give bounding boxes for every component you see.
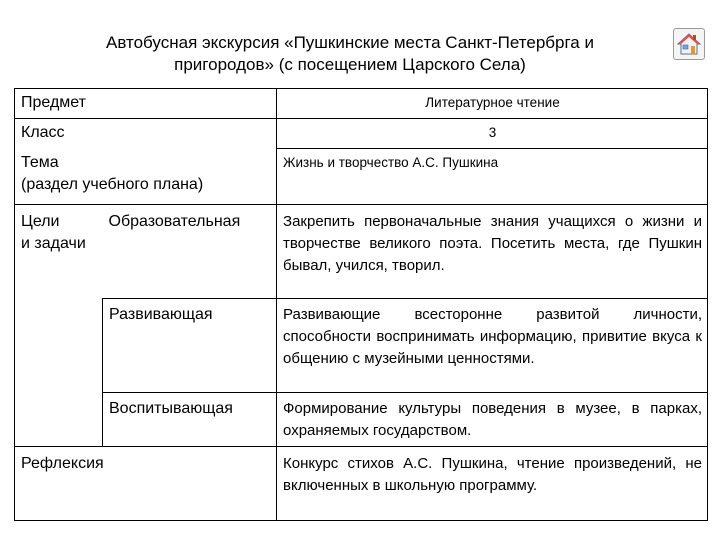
reflection-value: Конкурс стихов А.С. Пушкина, чтение произведений, не включенных в школьную программу. bbox=[277, 447, 708, 521]
home-icon bbox=[677, 32, 701, 56]
topic-label-line-1: Тема bbox=[21, 153, 59, 171]
goals-label-line-1: Цели bbox=[21, 213, 60, 230]
goals-label-line-2: и задачи bbox=[21, 235, 86, 252]
page-title bbox=[40, 32, 660, 76]
grade-label: Класс bbox=[15, 119, 277, 149]
home-button[interactable] bbox=[673, 28, 705, 60]
goal-text: Развивающие всесторонне развитой личности, способности воспринимать информацию, привитие вкуса к общению с музейными ценностями. bbox=[277, 299, 708, 393]
goal-text: Формирование культуры поведения в музее, в парках, охраняемых государством. bbox=[277, 393, 708, 447]
topic-label-line-2: (раздел учебного плана) bbox=[21, 175, 204, 193]
title-line-2: пригородов» (с посещением Царского Села) bbox=[174, 55, 526, 74]
table-row bbox=[15, 119, 708, 149]
table-row bbox=[15, 205, 708, 299]
title-line-1: Автобусная экскурсия «Пушкинские места Санкт-Петербрга и bbox=[106, 33, 594, 52]
reflection-label: Рефлексия bbox=[15, 447, 277, 521]
goal-type: Образовательная bbox=[103, 205, 277, 299]
subject-label: Предмет bbox=[15, 89, 277, 119]
lesson-plan-table bbox=[14, 88, 708, 521]
subject-value: Литературное чтение bbox=[277, 89, 708, 119]
goal-text: Закрепить первоначальные знания учащихся о жизни и творчестве великого поэта. Посетить места, где Пушкин бывал, учился, творил. bbox=[277, 205, 708, 299]
table-row bbox=[15, 447, 708, 521]
goals-label bbox=[15, 205, 103, 447]
goal-type: Развивающая bbox=[103, 299, 277, 393]
table-row bbox=[15, 89, 708, 119]
table-row bbox=[15, 299, 708, 393]
grade-value: 3 bbox=[277, 119, 708, 149]
topic-value: Жизнь и творчество А.С. Пушкина bbox=[277, 149, 708, 205]
topic-label bbox=[15, 149, 277, 205]
goal-type: Воспитывающая bbox=[103, 393, 277, 447]
table-row bbox=[15, 149, 708, 205]
table-row bbox=[15, 393, 708, 447]
